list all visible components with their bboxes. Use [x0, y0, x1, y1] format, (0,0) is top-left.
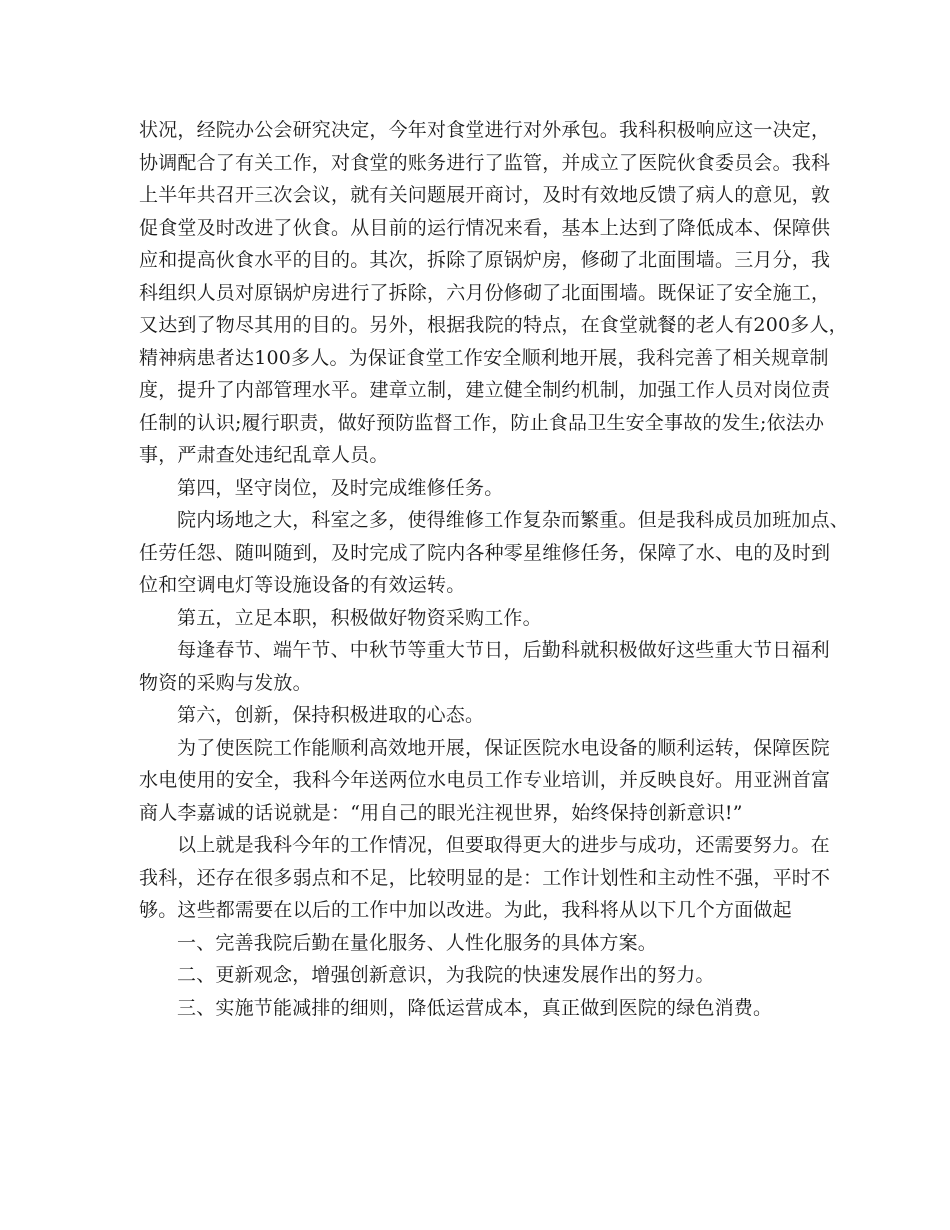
text-line: 第五，立足本职，积极做好物资采购工作。 — [177, 606, 542, 629]
text-line: 任劳任怨、随叫随到，及时完成了院内各种零星维修任务，保障了水、电的及时到 — [139, 541, 831, 564]
text-line: 位和空调电灯等设施设备的有效运转。 — [139, 574, 466, 596]
text-line: 促食堂及时改进了伙食。从目前的运行情况来看，基本上达到了降低成本、保障供 — [139, 216, 831, 239]
text-line: 协调配合了有关工作，对食堂的账务进行了监管，并成立了医院伙食委员会。我科 — [139, 151, 831, 174]
text-line: 应和提高伙食水平的目的。其次，拆除了原锅炉房，修砌了北面围墙。三月分，我 — [139, 249, 831, 271]
text-line: 一、完善我院后勤在量化服务、人性化服务的具体方案。 — [177, 931, 658, 954]
text-line: 科组织人员对原锅炉房进行了拆除，六月份修砌了北面围墙。既保证了安全施工， — [139, 281, 831, 304]
text-line: 商人李嘉诚的话说就是：“用自己的眼光注视世界，始终保持创新意识!” — [139, 801, 743, 824]
text-line: 事，严肃查处违纪乱章人员。 — [139, 444, 389, 466]
text-line: 水电使用的安全，我科今年送两位水电员工作专业培训，并反映良好。用亚洲首富 — [139, 769, 831, 791]
text-line: 度，提升了内部管理水平。建章立制，建立健全制约机制，加强工作人员对岗位责 — [139, 379, 831, 401]
text-line: 三、实施节能减排的细则，降低运营成本，真正做到医院的绿色消费。 — [177, 996, 773, 1019]
text-line: 够。这些都需要在以后的工作中加以改进。为此，我科将从以下几个方面做起 — [139, 899, 792, 921]
document-body — [139, 114, 850, 1024]
text-line: 为了使医院工作能顺利高效地开展，保证医院水电设备的顺利运转，保障医院 — [177, 736, 830, 759]
text-line: 第六，创新，保持积极进取的心态。 — [177, 704, 485, 726]
text-line: 院内场地之大，科室之多，使得维修工作复杂而繁重。但是我科成员加班加点、 — [177, 509, 850, 531]
text-line: 以上就是我科今年的工作情况，但要取得更大的进步与成功，还需要努力。在 — [177, 834, 830, 856]
text-line: 任制的认识;履行职责，做好预防监督工作，防止食品卫生安全事故的发生;依法办 — [139, 411, 825, 434]
text-line: 第四，坚守岗位，及时完成维修任务。 — [177, 476, 504, 499]
text-line: 每逢春节、端午节、中秋节等重大节日，后勤科就积极做好这些重大节日福利 — [177, 639, 830, 661]
text-line: 上半年共召开三次会议，就有关问题展开商讨，及时有效地反馈了病人的意见，敦 — [139, 184, 831, 206]
text-line: 又达到了物尽其用的目的。另外，根据我院的特点，在食堂就餐的老人有200多人， — [139, 314, 848, 336]
text-line: 我科，还存在很多弱点和不足，比较明显的是：工作计划性和主动性不强，平时不 — [139, 866, 831, 889]
text-line: 二、更新观念，增强创新意识，为我院的快速发展作出的努力。 — [177, 964, 715, 986]
text-line: 物资的采购与发放。 — [139, 671, 312, 694]
text-line: 状况，经院办公会研究决定，今年对食堂进行对外承包。我科积极响应这一决定， — [139, 119, 831, 141]
text-line: 精神病患者达100多人。为保证食堂工作安全顺利地开展，我科完善了相关规章制 — [139, 346, 829, 369]
